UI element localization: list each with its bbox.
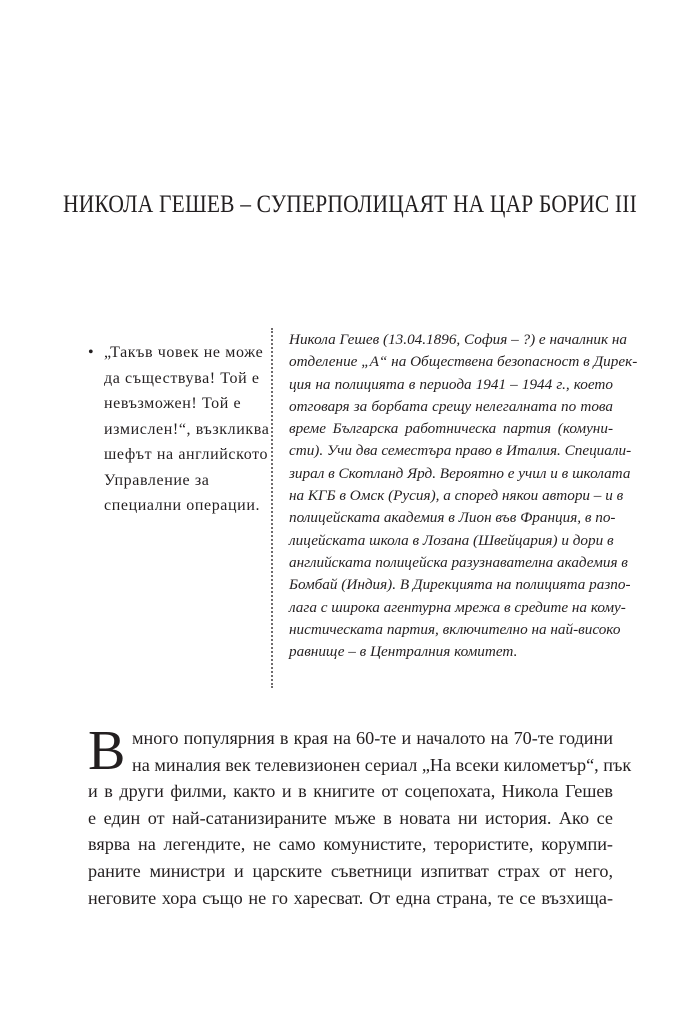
body-line: неговите хора също не го харесват. От една страна, те се възхища- — [88, 887, 613, 908]
bio-line: зирал в Скотланд Ярд. Вероятно е учил и в школата — [289, 464, 631, 482]
body-line: много популярния в края на 60-те и началото на 70-те години — [132, 728, 613, 748]
bio-line: лага с широка агентурна мрежа в средите на кому- — [289, 598, 626, 616]
bio-line: равнище – в Централния комитет. — [289, 643, 518, 661]
bio-line: Бомбай (Индия). В Дирекцията на полицията разпо- — [289, 576, 631, 594]
bio-line: време Българска работническа партия (комуни- — [289, 420, 613, 438]
bio-line: отделение „А“ на Обществена безопасност в Дирек- — [289, 353, 638, 371]
bio-line: ция на полицията в периода 1941 – 1944 г., което — [289, 375, 613, 393]
drop-cap: В — [88, 720, 126, 782]
bio-line: сти). Учи два семестъра право в Италия. Специали- — [289, 442, 632, 460]
sidebar-quote — [88, 340, 270, 519]
body-line: и в други филми, както и в книгите от соцепохата, Никола Гешев — [88, 781, 613, 802]
quote-line: шефът на английското — [104, 446, 269, 463]
bio-line: на КГБ в Омск (Русия), а според някои автори – и в — [289, 487, 624, 505]
quote-line: Управление за — [104, 471, 210, 489]
quote-line: измислен!“, възкликва — [104, 420, 270, 438]
bio-line: отговаря за борбата срещу нелегалната по това — [289, 397, 613, 415]
bio-line: Никола Гешев (13.04.1896, София – ?) е началник на — [289, 331, 628, 348]
body-line: е един от най-сатанизираните мъже в новата ни история. Ако се — [88, 807, 613, 828]
body-line: вярва на легендите, не само комунистите, терористите, корумпи- — [88, 834, 613, 855]
bio-line: лицейската школа в Лозана (Швейцария) и дори в — [289, 531, 614, 549]
dotted-divider — [271, 328, 273, 688]
biography-note — [289, 329, 638, 663]
bio-line: нистическата партия, включително на най-високо — [289, 620, 621, 638]
chapter-title: НИКОЛА ГЕШЕВ – СУПЕРПОЛИЦАЯТ НА ЦАР БОРИС III — [63, 191, 637, 218]
body-paragraph — [88, 720, 632, 911]
quote-line: да съществува! Той е — [104, 369, 260, 387]
quote-text — [104, 340, 269, 519]
bullet-icon: • — [88, 344, 94, 361]
bio-line: полицейската академия в Лион във Франция, в по- — [289, 509, 616, 527]
quote-line: „Такъв човек не може — [104, 344, 264, 361]
bio-line: английската полицейска разузнавателна академия в — [289, 553, 628, 571]
body-line: на миналия век телевизионен сериал „На всеки километър“, пък — [132, 754, 632, 775]
quote-line: невъзможен! Той е — [104, 395, 242, 412]
body-line: раните министри и царските съветници изпитват страх от него, — [88, 860, 613, 881]
quote-line: специални операции. — [104, 497, 261, 514]
